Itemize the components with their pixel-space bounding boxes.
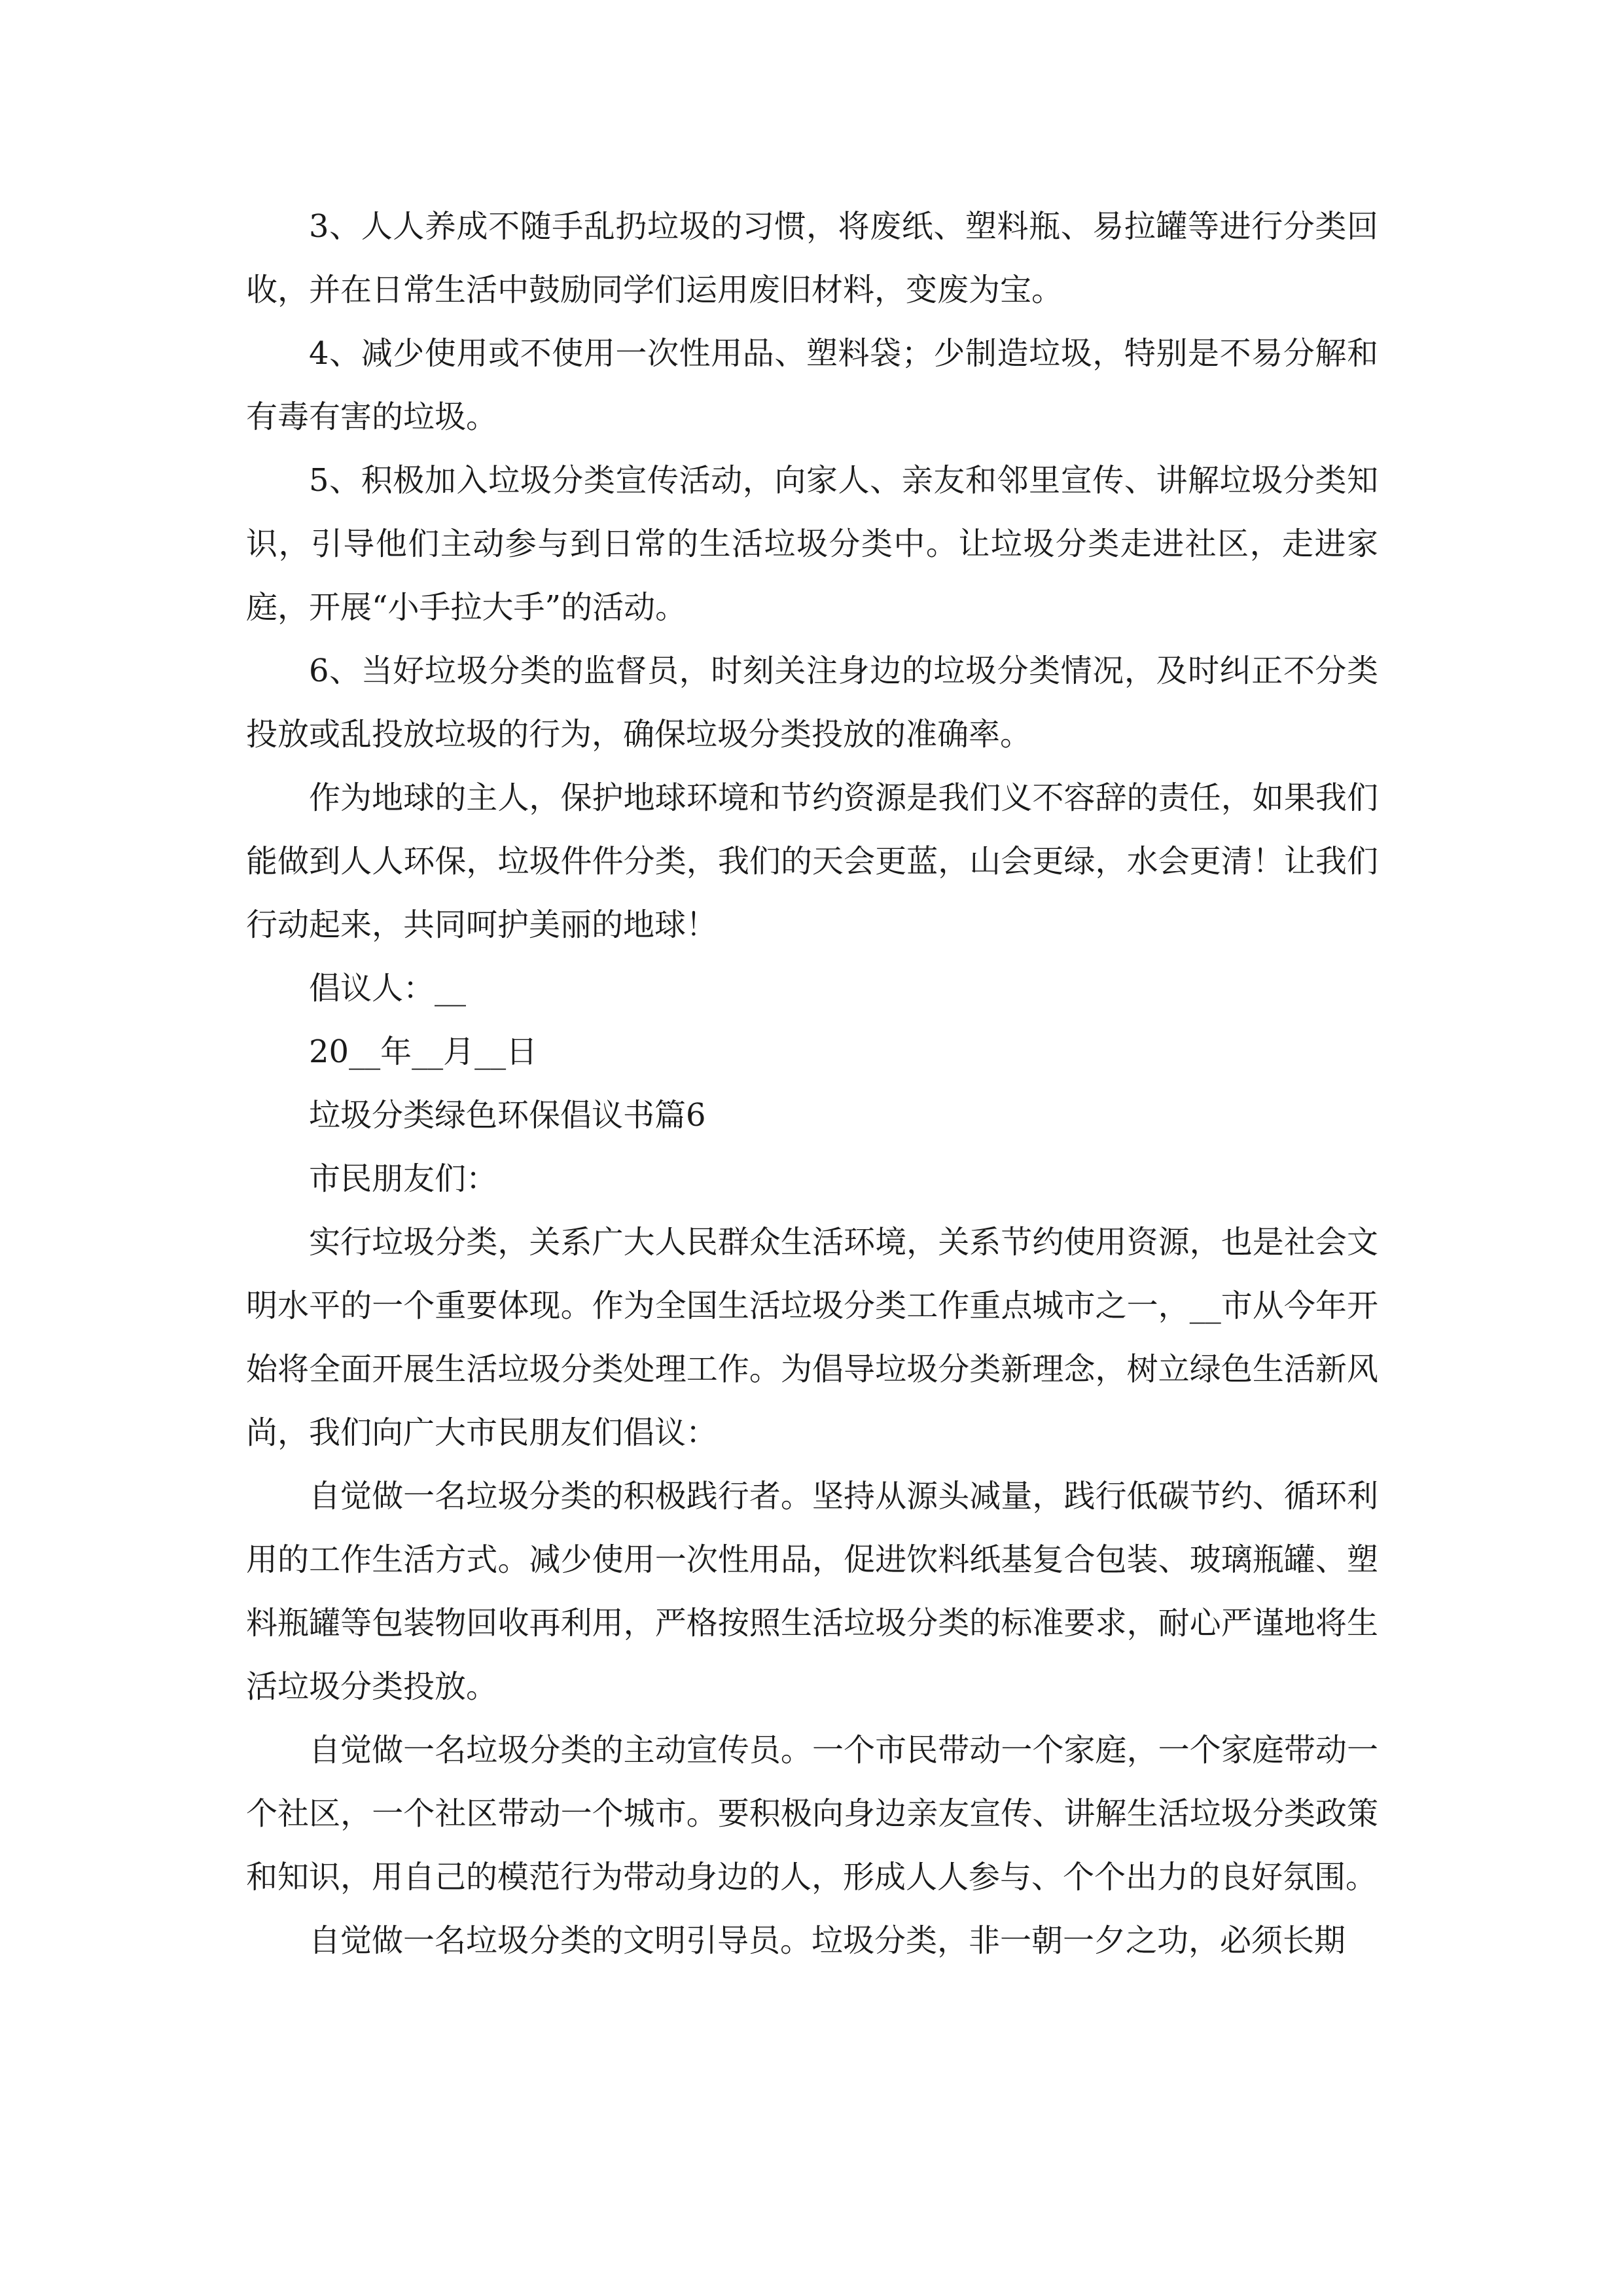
paragraph-item-3: 3、人人养成不随手乱扔垃圾的习惯，将废纸、塑料瓶、易拉罐等进行分类回收，并在日常生活中鼓励同学们运用废旧材料，变废为宝。: [246, 208, 1378, 308]
document-body: [246, 195, 1378, 1973]
date-line: 20__年__月__日: [309, 1033, 538, 1070]
paragraph-practitioner: 自觉做一名垃圾分类的积极践行者。坚持从源头减量，践行低碳节约、循环利用的工作生活方式。减少使用一次性用品，促进饮料纸基复合包装、玻璃瓶罐、塑料瓶罐等包装物回收再利用，严格按照生活垃圾分类的标准要求，耐心严谨地将生活垃圾分类投放。: [246, 1478, 1378, 1705]
paragraph-intro: 实行垃圾分类，关系广大人民群众生活环境，关系节约使用资源，也是社会文明水平的一个重要体现。作为全国生活垃圾分类工作重点城市之一，__市从今年开始将全面开展生活垃圾分类处理工作。为倡导垃圾分类新理念，树立绿色生活新风尚，我们向广大市民朋友们倡议：: [246, 1224, 1378, 1451]
section-title: 垃圾分类绿色环保倡议书篇6: [309, 1097, 706, 1134]
paragraph-promoter: 自觉做一名垃圾分类的主动宣传员。一个市民带动一个家庭，一个家庭带动一个社区，一个社区带动一个城市。要积极向身边亲友宣传、讲解生活垃圾分类政策和知识，用自己的模范行为带动身边的人，形成人人参与、个个出力的良好氛围。: [246, 1732, 1378, 1895]
paragraph-guide: 自觉做一名垃圾分类的文明引导员。垃圾分类，非一朝一夕之功，必须长期: [309, 1922, 1346, 1959]
paragraph-closing: 作为地球的主人，保护地球环境和节约资源是我们义不容辞的责任，如果我们能做到人人环保，垃圾件件分类，我们的天会更蓝，山会更绿，水会更清！让我们行动起来，共同呵护美丽的地球！: [246, 780, 1378, 943]
salutation: 市民朋友们：: [309, 1160, 498, 1197]
signature-line: 倡议人：__: [309, 970, 467, 1007]
paragraph-item-4: 4、减少使用或不使用一次性用品、塑料袋；少制造垃圾，特别是不易分解和有毒有害的垃圾。: [246, 335, 1378, 435]
paragraph-item-5: 5、积极加入垃圾分类宣传活动，向家人、亲友和邻里宣传、讲解垃圾分类知识，引导他们主动参与到日常的生活垃圾分类中。让垃圾分类走进社区，走进家庭，开展“小手拉大手”的活动。: [246, 462, 1378, 626]
paragraph-item-6: 6、当好垃圾分类的监督员，时刻关注身边的垃圾分类情况，及时纠正不分类投放或乱投放垃圾的行为，确保垃圾分类投放的准确率。: [246, 653, 1378, 753]
